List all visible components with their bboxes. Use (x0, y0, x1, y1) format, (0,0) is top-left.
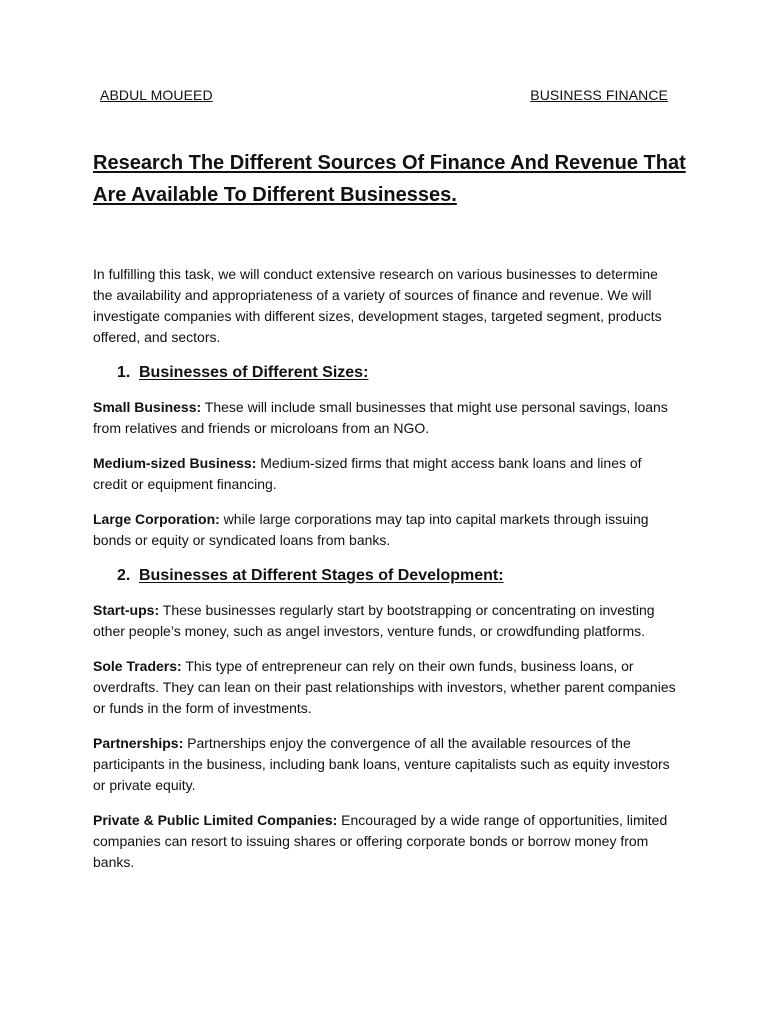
entry-large-corporation (93, 509, 676, 551)
entry-limited-companies (93, 810, 676, 873)
entry-start-ups (93, 600, 676, 642)
header-subject: BUSINESS FINANCE (530, 87, 668, 103)
intro-paragraph: In fulfilling this task, we will conduct extensive research on various businesses to determine the availability and appropriateness of a variety of sources of finance and revenue. We will investigate companies with different sizes, development stages, targeted segment, products offered, and sectors. (93, 266, 662, 345)
entry-label: Private & Public Limited Companies: (93, 812, 338, 828)
entry-label: Start-ups: (93, 602, 160, 618)
entry-label: Medium-sized Business: (93, 455, 257, 471)
entry-sole-traders (93, 656, 676, 719)
entry-label: Small Business: (93, 399, 202, 415)
entry-text: Encouraged by a wide range of opportunities, limited companies can resort to issuing shares or offering corporate bonds or borrow money from banks. (93, 812, 668, 870)
entry-text: while large corporations may tap into capital markets through issuing bonds or equity or syndicated loans from banks. (93, 511, 649, 548)
entry-text: These will include small businesses that might use personal savings, loans from relatives and friends or microloans from an NGO. (93, 399, 668, 436)
entry-partnerships (93, 733, 676, 796)
entry-text: Partnerships enjoy the convergence of all the available resources of the participants in the business, including bank loans, venture capitalists such as equity investors or private equity. (93, 735, 670, 793)
entry-small-business (93, 397, 676, 439)
entry-text: Medium-sized firms that might access bank loans and lines of credit or equipment financing. (93, 455, 642, 492)
entry-label: Sole Traders: (93, 658, 182, 674)
section-heading-sizes (117, 362, 676, 384)
section-number: 2. (117, 567, 131, 584)
entry-label: Partnerships: (93, 735, 184, 751)
header-author: ABDUL MOUEED (100, 87, 213, 103)
section-title: Businesses of Different Sizes: (139, 364, 369, 381)
entry-text: This type of entrepreneur can rely on their own funds, business loans, or overdrafts. They can lean on their past relationships with investors, whether parent companies or funds in the form of investments. (93, 658, 676, 716)
section-heading-stages (117, 565, 676, 587)
section-number: 1. (117, 364, 131, 381)
section-title: Businesses at Different Stages of Development: (139, 567, 504, 584)
document-body (93, 264, 676, 887)
entry-text: These businesses regularly start by bootstrapping or concentrating on investing other people’s money, such as angel investors, venture funds, or crowdfunding platforms. (93, 602, 655, 639)
document-title: Research The Different Sources Of Finance And Revenue That Are Available To Different Businesses. (93, 152, 686, 206)
entry-medium-business (93, 453, 676, 495)
entry-label: Large Corporation: (93, 511, 220, 527)
